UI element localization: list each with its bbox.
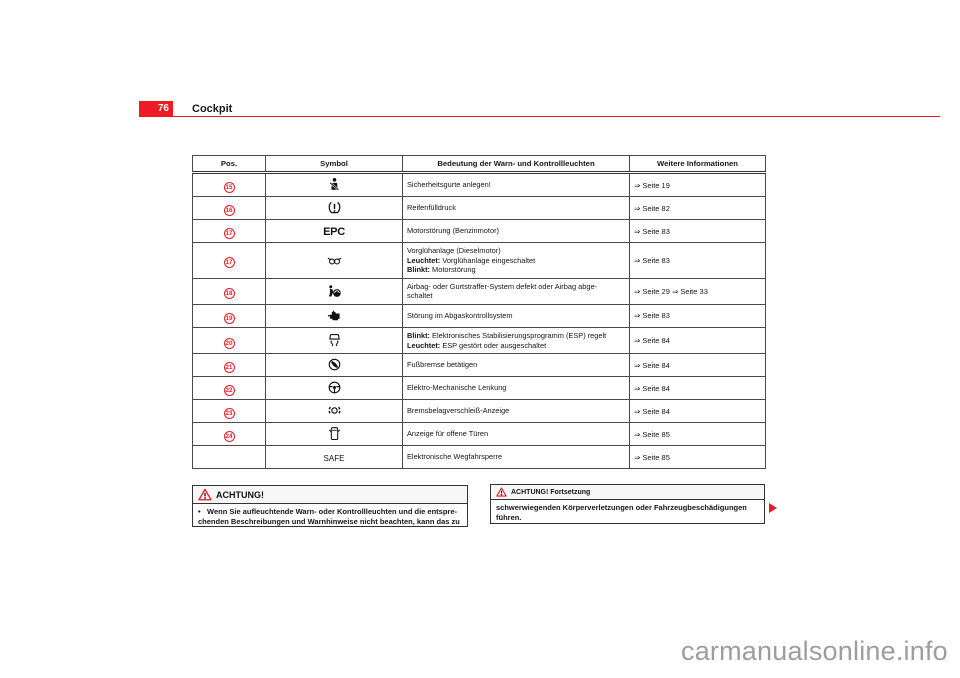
col-header-symbol: Symbol bbox=[266, 156, 403, 173]
meaning-line: Anzeige für offene Türen bbox=[407, 429, 489, 439]
pos-cell bbox=[193, 173, 266, 197]
pos-cell bbox=[193, 278, 266, 304]
info-cell: ⇒ Seite 19 bbox=[630, 173, 766, 197]
pos-cell bbox=[193, 304, 266, 327]
page-title: Cockpit bbox=[192, 103, 233, 115]
meaning-cell bbox=[403, 400, 630, 423]
meaning-line: Sicherheitsgurte anlegen! bbox=[407, 180, 491, 190]
seatbelt-warning-icon bbox=[327, 176, 342, 193]
table-row bbox=[193, 446, 766, 469]
meaning-line: Bremsbelagverschleiß-Anzeige bbox=[407, 406, 510, 416]
meaning-line: Störung im Abgaskontrollsystem bbox=[407, 311, 513, 321]
table-row bbox=[193, 173, 766, 197]
info-cell: ⇒ Seite 84 bbox=[630, 400, 766, 423]
position-badge: 24 bbox=[225, 433, 233, 441]
pos-cell bbox=[193, 377, 266, 400]
meaning-cell bbox=[403, 354, 630, 377]
table-row bbox=[193, 243, 766, 279]
pos-cell bbox=[193, 220, 266, 243]
symbol-cell bbox=[266, 173, 403, 197]
epc-symbol: EPC bbox=[323, 226, 345, 238]
meaning-line: schaltet bbox=[407, 291, 433, 301]
symbol-cell bbox=[266, 197, 403, 220]
info-cell: ⇒ Seite 84 bbox=[630, 354, 766, 377]
col-header-pos: Pos. bbox=[193, 156, 266, 173]
symbol-cell bbox=[266, 278, 403, 304]
symbol-cell bbox=[266, 423, 403, 446]
pos-cell bbox=[193, 354, 266, 377]
caution-continuation-header bbox=[491, 485, 764, 500]
warning-triangle-icon bbox=[496, 487, 507, 497]
page-number: 76 bbox=[139, 101, 173, 117]
symbol-cell bbox=[266, 327, 403, 353]
continuation-arrow-icon bbox=[769, 503, 777, 513]
meaning-line: Blinkt: Elektronisches Stabilisierungsprogramm (ESP) regelt bbox=[407, 330, 607, 340]
meaning-cell bbox=[403, 220, 630, 243]
symbol-cell bbox=[266, 377, 403, 400]
meaning-cell bbox=[403, 304, 630, 327]
meaning-line: Leuchtet: ESP gestört oder ausgeschaltet bbox=[407, 340, 547, 350]
meaning-cell bbox=[403, 243, 630, 279]
watermark: carmanualsonline.info bbox=[681, 636, 948, 666]
pos-cell bbox=[193, 197, 266, 220]
meaning-line: Elektronische Wegfahrsperre bbox=[407, 452, 503, 462]
info-cell: ⇒ Seite 82 bbox=[630, 197, 766, 220]
table-row bbox=[193, 354, 766, 377]
esp-icon bbox=[327, 332, 342, 349]
meaning-line: Reifenfülldruck bbox=[407, 203, 456, 213]
safe-symbol: SAFE bbox=[323, 454, 345, 464]
meaning-line: Motorstörung (Benzinmotor) bbox=[407, 226, 500, 236]
table-row bbox=[193, 304, 766, 327]
table-row bbox=[193, 278, 766, 304]
info-cell: ⇒ Seite 83 bbox=[630, 243, 766, 279]
table-row bbox=[193, 197, 766, 220]
caution-text-line: führen. bbox=[496, 512, 522, 522]
symbol-cell bbox=[266, 446, 403, 469]
steering-icon bbox=[327, 379, 342, 396]
header-rule bbox=[139, 116, 940, 117]
meaning-line: Blinkt: Motorstörung bbox=[407, 265, 476, 275]
meaning-line: Leuchtet: Vorglühanlage eingeschaltet bbox=[407, 255, 536, 265]
info-cell: ⇒ Seite 84 bbox=[630, 377, 766, 400]
position-badge: 20 bbox=[225, 339, 233, 347]
position-badge: 21 bbox=[225, 364, 233, 372]
caution-continuation-box bbox=[490, 484, 765, 524]
info-cell: ⇒ Seite 83 bbox=[630, 304, 766, 327]
info-cell: ⇒ Seite 83 bbox=[630, 220, 766, 243]
caution-box-header bbox=[193, 486, 467, 504]
symbol-cell bbox=[266, 304, 403, 327]
bullet-icon: • bbox=[198, 507, 201, 516]
position-badge: 18 bbox=[225, 290, 233, 298]
table-row bbox=[193, 377, 766, 400]
glow-plug-icon bbox=[327, 251, 342, 268]
info-cell: ⇒ Seite 29 ⇒ Seite 33 bbox=[630, 278, 766, 304]
meaning-line: Fußbremse betätigen bbox=[407, 360, 478, 370]
table-row bbox=[193, 423, 766, 446]
table-row bbox=[193, 327, 766, 353]
caution-text-line: • Wenn Sie aufleuchtende Warn- oder Kontrollleuchten und die entspre- bbox=[198, 507, 458, 516]
pos-cell bbox=[193, 446, 266, 469]
col-header-meaning: Bedeutung der Warn- und Kontrollleuchten bbox=[403, 156, 630, 173]
position-badge: 16 bbox=[225, 207, 233, 214]
warning-lights-table bbox=[192, 155, 766, 469]
table-row bbox=[193, 400, 766, 423]
symbol-cell bbox=[266, 354, 403, 377]
caution-continuation-title: ACHTUNG! Fortsetzung bbox=[511, 488, 591, 496]
warning-triangle-icon bbox=[198, 488, 212, 501]
position-badge: 17 bbox=[225, 259, 233, 267]
position-badge: 22 bbox=[225, 387, 233, 395]
airbag-warning-icon bbox=[327, 282, 342, 299]
table-row bbox=[193, 220, 766, 243]
meaning-line: Elektro-Mechanische Lenkung bbox=[407, 383, 507, 393]
position-badge: 19 bbox=[225, 314, 233, 322]
info-cell: ⇒ Seite 84 bbox=[630, 327, 766, 353]
caution-text-line: schwerwiegenden Körperverletzungen oder Fahrzeugbeschädigungen bbox=[496, 503, 747, 512]
meaning-line: Vorglühanlage (Dieselmotor) bbox=[407, 246, 501, 255]
symbol-cell bbox=[266, 400, 403, 423]
col-header-info: Weitere Informationen bbox=[630, 156, 766, 173]
symbol-cell bbox=[266, 243, 403, 279]
position-badge: 15 bbox=[225, 184, 233, 191]
caution-continuation-body bbox=[491, 500, 764, 528]
caution-title: ACHTUNG! bbox=[216, 489, 264, 500]
table-header-row bbox=[193, 156, 766, 173]
meaning-cell bbox=[403, 197, 630, 220]
position-badge: 17 bbox=[225, 230, 233, 237]
meaning-cell bbox=[403, 446, 630, 469]
meaning-cell bbox=[403, 173, 630, 197]
pos-cell bbox=[193, 423, 266, 446]
brake-pad-icon bbox=[327, 402, 342, 419]
meaning-cell bbox=[403, 278, 630, 304]
pos-cell bbox=[193, 400, 266, 423]
table-body bbox=[193, 173, 766, 469]
meaning-cell bbox=[403, 423, 630, 446]
caution-text-line: chenden Beschreibungen und Warnhinweise nicht beachten, kann das zu bbox=[198, 516, 460, 526]
info-cell: ⇒ Seite 85 bbox=[630, 446, 766, 469]
meaning-line: Airbag- oder Gurtstraffer-System defekt oder Airbag abge- bbox=[407, 281, 598, 291]
check-engine-icon bbox=[327, 307, 342, 324]
position-badge: 23 bbox=[225, 410, 233, 418]
info-cell: ⇒ Seite 85 bbox=[630, 423, 766, 446]
symbol-cell bbox=[266, 220, 403, 243]
tire-pressure-icon bbox=[327, 199, 342, 216]
caution-box bbox=[192, 485, 468, 527]
pos-cell bbox=[193, 327, 266, 353]
brake-pedal-icon bbox=[327, 356, 342, 373]
pos-cell bbox=[193, 243, 266, 279]
meaning-cell bbox=[403, 377, 630, 400]
door-open-icon bbox=[327, 425, 342, 442]
meaning-cell bbox=[403, 327, 630, 353]
caution-body bbox=[193, 504, 467, 532]
